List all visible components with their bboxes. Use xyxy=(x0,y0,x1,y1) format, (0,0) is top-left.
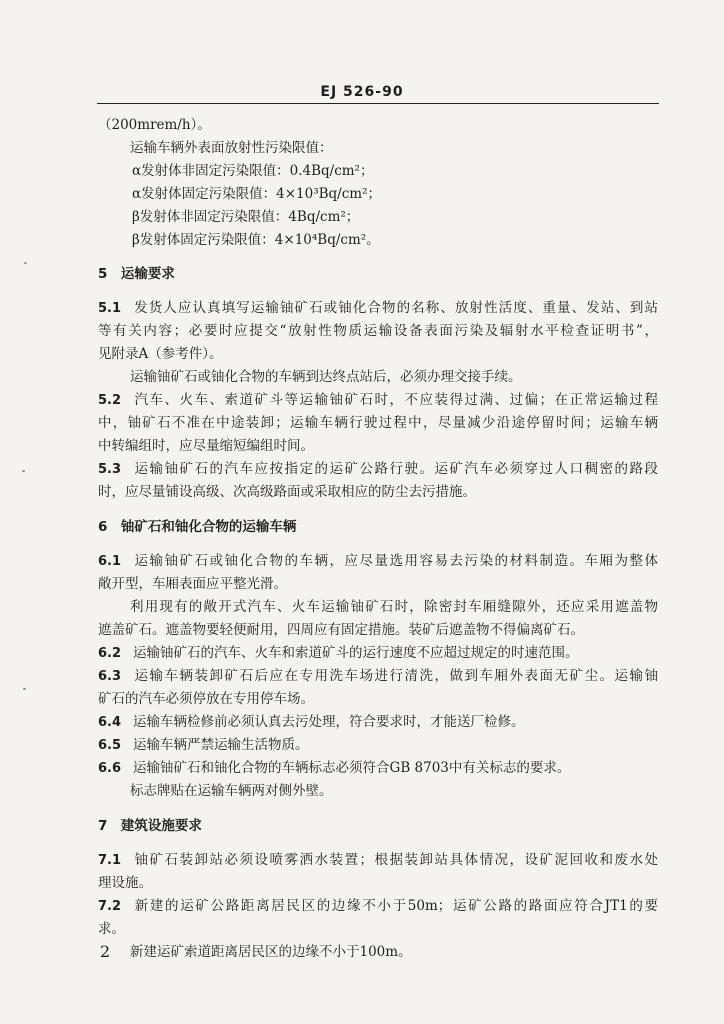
section-5-heading: 5 运输要求 xyxy=(98,266,175,282)
clause-5-3 xyxy=(98,458,658,481)
clause-5-1-line2: 等有关内容；必要时应提交“放射性物质运输设备表面污染及辐射水平检查证明书”， xyxy=(98,323,658,339)
clause-text: 运输铀矿石或铀化合物的车辆，应尽量选用容易去污染的材料制造。车厢为整体 xyxy=(133,553,658,569)
clause-6-6-sign: 标志牌贴在运输车辆两对侧外壁。 xyxy=(130,783,333,799)
clause-text: 运输车辆装卸矿石后应在专用洗车场进行清洗，做到车厢外表面无矿尘。运输铀 xyxy=(133,668,658,684)
clause-number: 6.2 xyxy=(98,646,122,661)
clause-6-1-cover-line2: 遮盖矿石。遮盖物要轻便耐用，四周应有固定措施。装矿后遮盖物不得偏离矿石。 xyxy=(98,622,584,638)
section-7-heading: 7 建筑设施要求 xyxy=(98,818,202,834)
clause-7-2-ropeway: 新建运矿索道距离居民区的边缘不小于100m。 xyxy=(130,944,412,960)
document-body xyxy=(98,114,658,964)
clause-7-1 xyxy=(98,849,658,872)
limit-beta-fixed: β发射体固定污染限值：4×10⁴Bq/cm²。 xyxy=(132,232,380,248)
clause-number: 5.1 xyxy=(98,301,122,316)
clause-text: 运输铀矿石的汽车、火车和索道矿斗的运行速度不应超过规定的时速范围。 xyxy=(133,645,579,661)
clause-text: 运输车辆检修前必须认真去污处理，符合要求时，才能送厂检修。 xyxy=(133,714,525,730)
clause-6-3-line2: 矿石的汽车必须停放在专用停车场。 xyxy=(98,691,314,707)
clause-6-1-cover: 利用现有的敞开式汽车、火车运输铀矿石时，除密封车厢缝隙外，还应采用遮盖物 xyxy=(130,599,658,615)
limit-alpha-nonfixed: α发射体非固定污染限值：0.4Bq/cm²； xyxy=(132,163,374,179)
clause-text: 铀矿石装卸站必须设喷雾洒水装置；根据装卸站具体情况，设矿泥回收和废水处 xyxy=(133,852,658,868)
clause-6-6 xyxy=(98,757,658,780)
clause-text: 运输铀矿石和铀化合物的车辆标志必须符合GB 8703中有关标志的要求。 xyxy=(133,760,571,776)
clause-number: 7.1 xyxy=(98,853,122,868)
clause-number: 6.1 xyxy=(98,554,122,569)
clause-number: 5.3 xyxy=(98,462,122,477)
limit-alpha-fixed: α发射体固定污染限值：4×10³Bq/cm²； xyxy=(132,186,381,202)
clause-5-3-line2: 时，应尽量铺设高级、次高级路面或采取相应的防尘去污措施。 xyxy=(98,484,476,500)
clause-7-2 xyxy=(98,895,658,918)
clause-number: 6.3 xyxy=(98,669,122,684)
clause-6-1-line2: 敞开型，车厢表面应平整光滑。 xyxy=(98,576,287,592)
limits-title: 运输车辆外表面放射性污染限值： xyxy=(130,140,333,156)
standard-code-header: EJ 526-90 xyxy=(320,84,404,100)
clause-number: 6.6 xyxy=(98,761,122,776)
header-rule xyxy=(97,103,659,104)
page-number: 2 xyxy=(100,942,111,961)
clause-5-2-line2: 中，铀矿石不准在中途装卸；运输车辆行驶过程中，尽量减少沿途停留时间；运输车辆 xyxy=(98,415,658,431)
clause-text: 运输铀矿石的汽车应按指定的运矿公路行驶。运矿汽车必须穿过人口稠密的路段 xyxy=(133,461,658,477)
clause-5-2 xyxy=(98,389,658,412)
dose-rate-note: （200mrem/h）。 xyxy=(98,117,211,133)
clause-7-2-line2: 求。 xyxy=(98,921,125,937)
clause-6-4 xyxy=(98,711,658,734)
clause-6-5 xyxy=(98,734,658,757)
clause-number: 7.2 xyxy=(98,899,122,914)
clause-5-1-line3: 见附录A（参考件）。 xyxy=(98,346,223,362)
clause-6-3 xyxy=(98,665,658,688)
clause-5-2-line3: 中转编组时，应尽量缩短编组时间。 xyxy=(98,438,314,454)
clause-6-2 xyxy=(98,642,658,665)
scan-speck xyxy=(22,470,25,472)
scan-speck xyxy=(23,688,26,690)
clause-number: 6.5 xyxy=(98,738,122,753)
scan-speck xyxy=(24,262,27,264)
clause-number: 6.4 xyxy=(98,715,122,730)
clause-7-1-line2: 理设施。 xyxy=(98,875,152,891)
limit-beta-nonfixed: β发射体非固定污染限值：4Bq/cm²； xyxy=(132,209,360,225)
clause-text: 运输车辆严禁运输生活物质。 xyxy=(133,737,309,753)
section-6-heading: 6 铀矿石和铀化合物的运输车辆 xyxy=(98,519,297,535)
clause-text: 发货人应认真填写运输铀矿石或铀化合物的名称、放射性活度、重量、发站、到站 xyxy=(133,300,658,316)
clause-text: 新建的运矿公路距离居民区的边缘不小于50m；运矿公路的路面应符合JT1的要 xyxy=(133,898,658,914)
clause-5-1-handover: 运输铀矿石或铀化合物的车辆到达终点站后，必须办理交接手续。 xyxy=(130,369,522,385)
clause-text: 汽车、火车、索道矿斗等运输铀矿石时，不应装得过满、过偏；在正常运输过程 xyxy=(133,392,658,408)
clause-number: 5.2 xyxy=(98,393,122,408)
clause-6-1 xyxy=(98,550,658,573)
clause-5-1 xyxy=(98,297,658,320)
